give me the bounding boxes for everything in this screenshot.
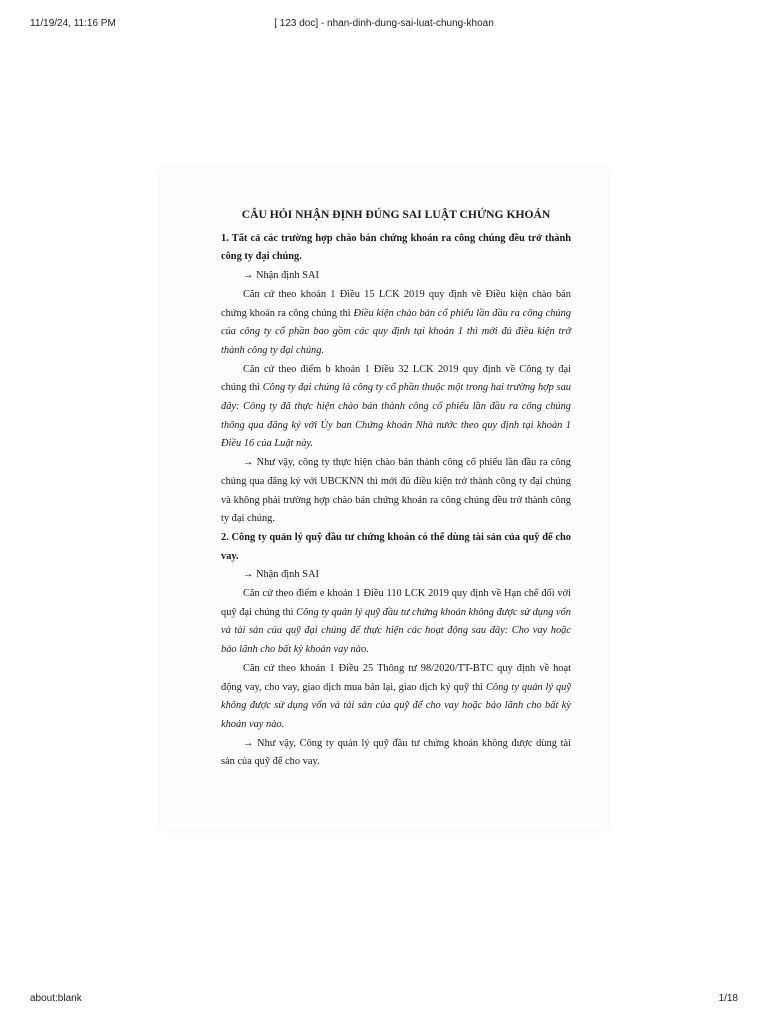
q1-basis-2 [221, 361, 571, 455]
q2-basis-2 [221, 660, 571, 735]
verdict-1: → Nhận định SAI [243, 270, 319, 282]
verdict-2: → Nhận định SAI [243, 569, 319, 581]
q2-basis-1-quote: Công ty quản lý quỹ đầu tư chứng khoán không được sử dụng vốn và tài sản của quỹ đại chúng để thực hiện các hoạt động sau đây: Cho vay hoặc bảo lãnh cho bất kỳ khoản vay nào. [221, 606, 571, 656]
q1-basis-1 [221, 286, 571, 361]
print-footer [0, 993, 768, 1007]
q1-basis-1-text: Căn cứ theo khoản 1 Điều 15 LCK 2019 quy định về Điều kiện chào bán chứng khoán ra công chúng thì [221, 288, 571, 319]
document-content [221, 206, 571, 772]
print-datetime: 11/19/24, 11:16 PM [30, 18, 116, 29]
print-document-title: [ 123 doc] - nhan-dinh-dung-sai-luat-chung-khoan [274, 18, 494, 29]
q1-basis-2-quote: Công ty đại chúng là công ty cổ phần thuộc một trong hai trường hợp sau đây: Công ty đã thực hiện chào bán thành công cổ phiếu lần đầu ra công chúng thông qua đăng ký với Ủy ban Chứng khoán Nhà nước theo quy định tại khoản 1 Điều 16 của Luật này. [221, 382, 571, 450]
print-header [0, 18, 768, 32]
q1-basis-2-text: Căn cứ theo điểm b khoản 1 Điều 32 LCK 2019 quy định về Công ty đại chúng thì [221, 363, 571, 394]
document-page [160, 168, 608, 830]
print-url: about:blank [30, 993, 82, 1004]
document-title: CÂU HỎI NHẬN ĐỊNH ĐÚNG SAI LUẬT CHỨNG KHOÁN [241, 208, 551, 221]
q2-conclusion: → Như vậy, Công ty quản lý quỹ đầu tư chứng khoán không được dùng tài sản của quỹ để cho vay. [221, 737, 571, 768]
q1-conclusion: → Như vậy, công ty thực hiện chào bán thành công cổ phiếu lần đầu ra công chúng qua đăng ký với UBCKNN thì mới đủ điều kiện trở thành công ty đại chúng và không phải trường hợp chào bán chứng khoán ra công chúng đều trở thành công ty đại chúng. [221, 457, 571, 525]
print-page-number: 1/18 [718, 993, 738, 1004]
q2-basis-1-text: Căn cứ theo điểm e khoản 1 Điều 110 LCK 2019 quy định về Hạn chế đối với quỹ đại chúng thì [221, 588, 571, 618]
q2-basis-1 [221, 585, 571, 660]
q2-basis-2-text: Căn cứ theo khoản 1 Điều 25 Thông tư 98/2020/TT-BTC quy định về hoạt động vay, cho vay, giao dịch mua bán lại, giao dịch ký quỹ thì [221, 662, 571, 693]
question-1: 1. Tất cả các trường hợp chào bán chứng khoán ra công chúng đều trở thành công ty đại chúng. [221, 232, 571, 263]
q2-basis-2-quote: Công ty quản lý quỹ không được sử dụng vốn và tài sản của quỹ để cho vay hoặc bảo lãnh cho bất kỳ khoản vay nào. [221, 681, 571, 730]
question-2: 2. Công ty quản lý quỹ đầu tư chứng khoán có thể dùng tài sản của quỹ để cho vay. [221, 531, 571, 562]
q1-basis-1-quote: Điều kiện chào bán cổ phiếu lần đầu ra công chúng của công ty cổ phần bao gồm các quy định tại khoản 1 thì mới đủ điều kiện trở thành công ty đại chúng. [221, 307, 571, 356]
